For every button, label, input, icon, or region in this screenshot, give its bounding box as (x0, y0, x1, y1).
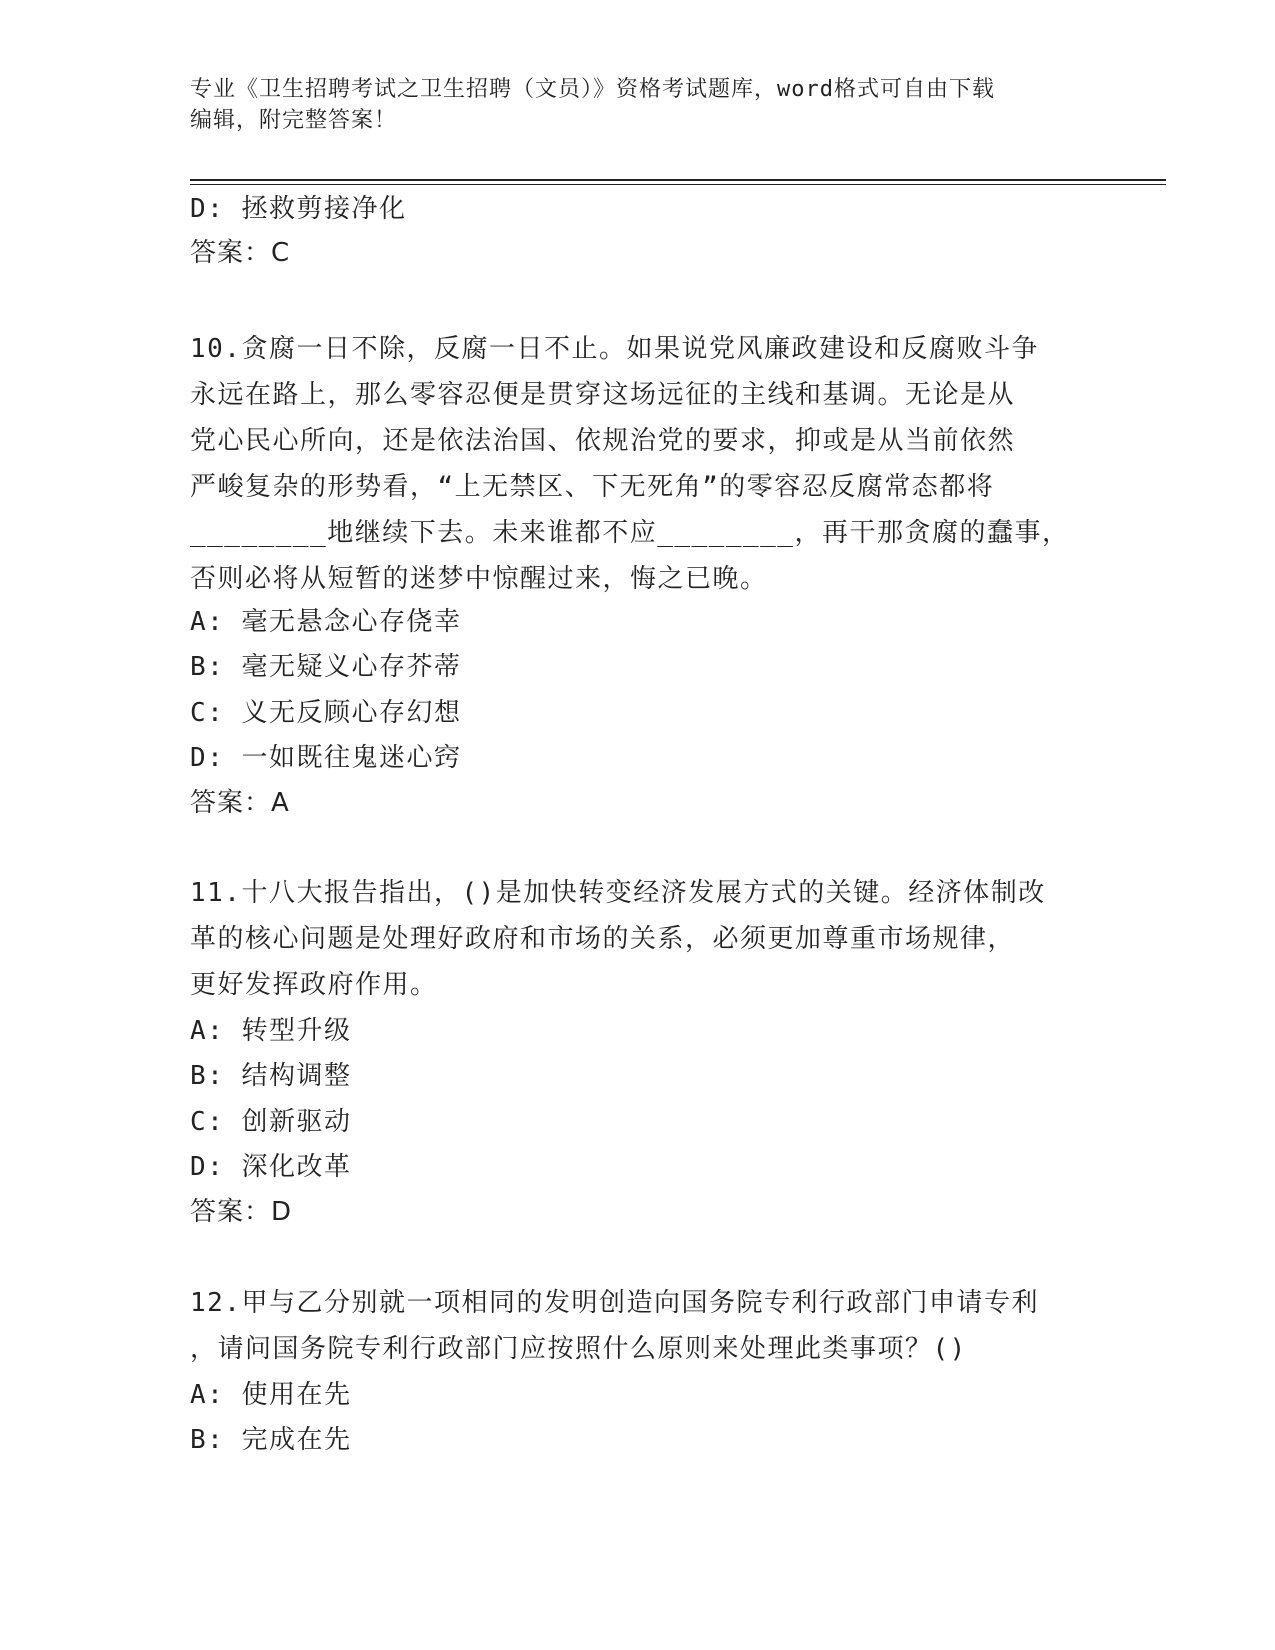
header-line-1: 专业《卫生招聘考试之卫生招聘（文员）》资格考试题库，word格式可自由下载 (190, 77, 995, 102)
question-11-option-d: D: 深化改革 (190, 1152, 352, 1182)
question-10-option-d: D: 一如既往鬼迷心窍 (190, 743, 462, 773)
prev-option-d: D: 拯救剪接净化 (190, 194, 407, 224)
document-header (190, 74, 1090, 136)
prev-answer: 答案：C (190, 238, 291, 268)
question-11-line: 革的核心问题是处理好政府和市场的关系，必须更加尊重市场规律， (190, 924, 1016, 954)
question-10-line: ________地继续下去。未来谁都不应________，再干那贪腐的蠢事， (190, 518, 1070, 548)
header-line-2: 编辑，附完整答案！ (190, 108, 398, 133)
question-10-text (190, 326, 1090, 602)
question-10-option-b: B: 毫无疑义心存芥蒂 (190, 652, 462, 682)
question-11-line: 11.十八大报告指出，()是加快转变经济发展方式的关键。经济体制改 (190, 878, 1046, 908)
question-12-line: ，请问国务院专利行政部门应按照什么原则来处理此类事项？() (190, 1334, 967, 1364)
question-10-line: 严峻复杂的形势看，“上无禁区、下无死角”的零容忍反腐常态都将 (190, 472, 995, 502)
question-11-option-c: C: 创新驱动 (190, 1107, 352, 1137)
question-10-line: 党心民心所向，还是依法治国、依规治党的要求，抑或是从当前依然 (190, 426, 1016, 456)
question-12-option-a: A: 使用在先 (190, 1380, 352, 1410)
header-divider-thick (190, 179, 1166, 181)
question-10-answer: 答案：A (190, 788, 290, 818)
question-10-option-c: C: 义无反顾心存幻想 (190, 698, 462, 728)
question-11-answer: 答案：D (190, 1197, 293, 1227)
question-11-option-a: A: 转型升级 (190, 1016, 352, 1046)
question-10-option-a: A: 毫无悬念心存侥幸 (190, 607, 462, 637)
question-10-line: 永远在路上，那么零容忍便是贯穿这场远征的主线和基调。无论是从 (190, 380, 1016, 410)
question-12-text (190, 1280, 1090, 1372)
question-11-line: 更好发挥政府作用。 (190, 970, 438, 1000)
question-10-line: 否则必将从短暂的迷梦中惊醒过来，悔之已晚。 (190, 564, 768, 594)
question-10-line: 10.贪腐一日不除，反腐一日不止。如果说党风廉政建设和反腐败斗争 (190, 334, 1039, 364)
question-12-option-b: B: 完成在先 (190, 1425, 352, 1455)
question-11-option-b: B: 结构调整 (190, 1061, 352, 1091)
header-divider-thin (190, 184, 1166, 185)
question-11-text (190, 870, 1090, 1008)
question-12-line: 12.甲与乙分别就一项相同的发明创造向国务院专利行政部门申请专利 (190, 1288, 1039, 1318)
